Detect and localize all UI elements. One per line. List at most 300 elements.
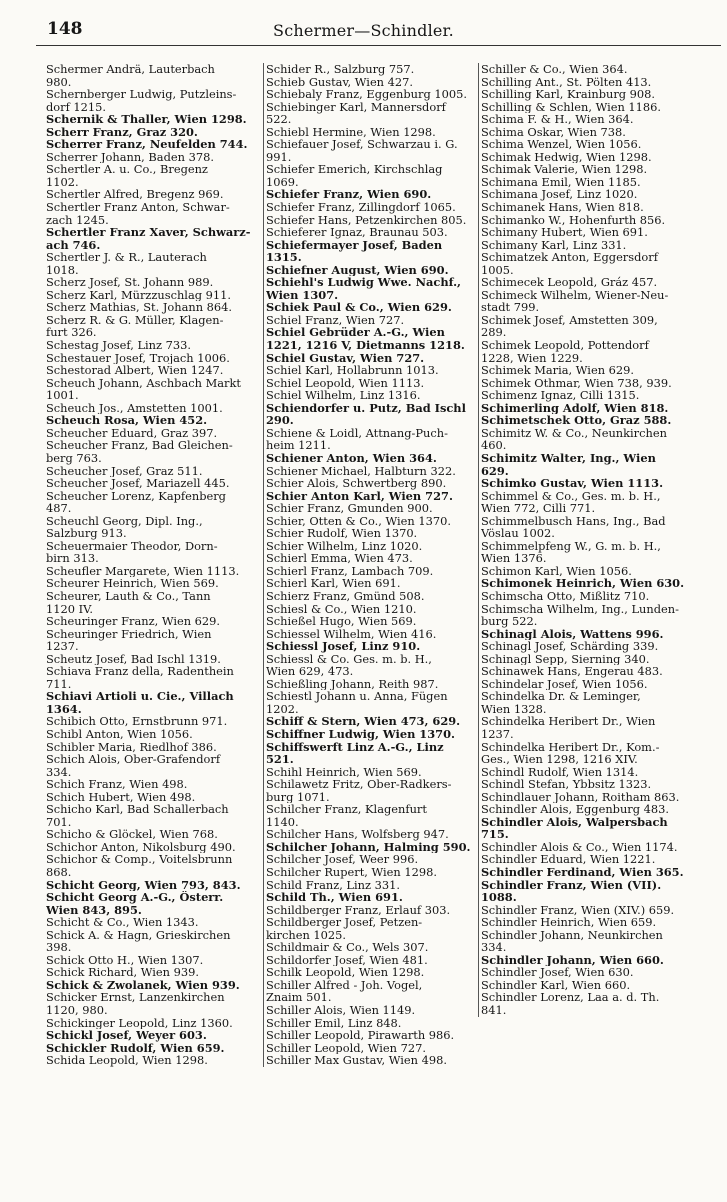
- directory-entry: [481, 991, 687, 1016]
- directory-entry: [46, 226, 256, 251]
- directory-entry: [46, 653, 256, 666]
- directory-entry: [46, 791, 256, 804]
- entry-line: Schiene & Loidl, Attnang-Puch-: [266, 426, 448, 440]
- entry-line: Schindler Alois & Co., Wien 1174.: [481, 840, 678, 854]
- entry-line: Schima Oskar, Wien 738.: [481, 125, 626, 139]
- directory-entry: [481, 63, 687, 76]
- entry-line: 1102.: [46, 174, 79, 189]
- directory-entry: [481, 866, 687, 879]
- directory-entry: [46, 251, 256, 276]
- directory-entry: [266, 853, 476, 866]
- entry-line: Schiller Alois, Wien 1149.: [266, 1004, 416, 1017]
- entry-line: Schida Leopold, Wien 1298.: [46, 1054, 208, 1067]
- directory-entry: [266, 1004, 476, 1017]
- entry-line: 1120 IV.: [46, 601, 93, 616]
- directory-entry: [266, 577, 476, 590]
- entry-line: Schimana Emil, Wien 1185.: [481, 175, 641, 189]
- directory-entry: [266, 502, 476, 515]
- directory-entry: [46, 853, 256, 878]
- entry-line: Schiel Karl, Hollabrunn 1013.: [266, 364, 439, 377]
- entry-line: Schimatzek Anton, Eggersdorf: [481, 251, 658, 265]
- directory-entry: [266, 101, 476, 126]
- directory-entry: [266, 540, 476, 553]
- entry-line: Schimscha Otto, Mißlitz 710.: [481, 589, 650, 603]
- entry-line: Schimecek Leopold, Gráz 457.: [481, 276, 658, 289]
- entry-line: burg 1071.: [266, 789, 330, 804]
- directory-entry: [481, 853, 687, 866]
- directory-entry: [481, 766, 687, 779]
- directory-entry: [481, 879, 687, 904]
- directory-entry: [481, 176, 687, 189]
- entry-line: Schiendorfer u. Putz, Bad Ischl: [266, 401, 466, 415]
- entry-line: Schickler Rudolf, Wien 659.: [46, 1041, 225, 1055]
- directory-entry: [46, 126, 256, 139]
- entry-line: Schier Franz, Gmunden 900.: [266, 502, 433, 515]
- directory-entry: [266, 352, 476, 365]
- column-1: [46, 63, 256, 1067]
- entry-line: Schiefer Franz, Wien 690.: [266, 188, 432, 202]
- entry-line: dorf 1215.: [46, 99, 107, 114]
- entry-line: Schilcher Rupert, Wien 1298.: [266, 866, 437, 879]
- entry-line: Schickinger Leopold, Linz 1360.: [46, 1016, 233, 1030]
- directory-entry: [266, 477, 476, 490]
- entry-line: Schiefauer Josef, Schwarzau i. G.: [266, 138, 458, 152]
- entry-line: Schicht Georg A.-G., Österr.: [46, 891, 224, 905]
- directory-entry: [266, 891, 476, 904]
- directory-entry: [481, 791, 687, 804]
- entry-line: 289.: [481, 325, 507, 340]
- directory-entry: [46, 339, 256, 352]
- entry-line: Schimko Gustav, Wien 1113.: [481, 477, 664, 490]
- directory-entry: [46, 565, 256, 578]
- entry-line: Schich Alois, Ober-Grafendorf: [46, 753, 221, 767]
- entry-line: Schick A. & Hagn, Grieskirchen: [46, 928, 231, 942]
- entry-line: Scherz Josef, St. Johann 989.: [46, 276, 214, 289]
- entry-line: Scherr Franz, Graz 320.: [46, 125, 198, 139]
- entry-line: zach 1245.: [46, 212, 109, 227]
- entry-line: Schilling Ant., St. Pölten 413.: [481, 75, 652, 89]
- entry-line: Scheurer Heinrich, Wien 569.: [46, 577, 219, 590]
- directory-entry: [266, 126, 476, 139]
- directory-entry: [46, 665, 256, 690]
- directory-entry: [46, 201, 256, 226]
- entry-line: 1237.: [46, 639, 79, 653]
- directory-entry: [481, 414, 687, 427]
- directory-entry: [266, 452, 476, 465]
- entry-line: 521.: [266, 752, 294, 766]
- entry-line: Schimon Karl, Wien 1056.: [481, 564, 632, 578]
- entry-line: Schimetschek Otto, Graz 588.: [481, 414, 672, 427]
- entry-line: 1364.: [46, 701, 82, 716]
- directory-entry: [266, 879, 476, 892]
- entry-line: Schermer Andrä, Lauterbach: [46, 63, 215, 76]
- entry-line: Scheucher Josef, Graz 511.: [46, 464, 203, 478]
- entry-line: Znaim 501.: [266, 990, 332, 1005]
- entry-line: Schimek Maria, Wien 629.: [481, 364, 635, 377]
- entry-line: 1315.: [266, 250, 302, 264]
- directory-entry: [266, 1017, 476, 1030]
- entry-line: Scherz Karl, Mürzzuschlag 911.: [46, 288, 232, 302]
- directory-entry: [481, 452, 687, 477]
- entry-line: Schichor & Comp., Voitelsbrunn: [46, 853, 233, 867]
- entry-line: 629.: [481, 463, 509, 478]
- entry-line: Schimmelpfeng W., G. m. b. H.,: [481, 539, 661, 553]
- entry-line: Schiessl & Co. Ges. m. b. H.,: [266, 652, 432, 666]
- entry-line: Schertler A. u. Co., Bregenz: [46, 163, 208, 177]
- entry-line: Ges., Wien 1298, 1216 XIV.: [481, 752, 638, 766]
- directory-entry: [266, 465, 476, 478]
- directory-entry: [266, 389, 476, 402]
- directory-entry: [266, 163, 476, 188]
- entry-line: Schier Rudolf, Wien 1370.: [266, 527, 418, 540]
- directory-entry: [266, 402, 476, 427]
- entry-line: Schiffner Ludwig, Wien 1370.: [266, 727, 455, 741]
- entry-line: Scheuchl Georg, Dipl. Ing.,: [46, 514, 203, 528]
- entry-line: Schiesl & Co., Wien 1210.: [266, 602, 417, 616]
- directory-entry: [46, 954, 256, 967]
- entry-line: 1221, 1216 V, Dietmanns 1218.: [266, 338, 465, 352]
- entry-line: Schick & Zwolanek, Wien 939.: [46, 978, 240, 992]
- directory-entry: [266, 565, 476, 578]
- entry-line: Schießling Johann, Reith 987.: [266, 677, 439, 691]
- directory-entry: [481, 841, 687, 854]
- directory-entry: [266, 741, 476, 766]
- directory-entry: [266, 63, 476, 76]
- entry-line: Schiava Franz della, Radenthein: [46, 665, 234, 679]
- entry-line: Schindl Rudolf, Wien 1314.: [481, 765, 639, 779]
- directory-entry: [266, 941, 476, 954]
- entry-line: Schihl Heinrich, Wien 569.: [266, 765, 422, 779]
- entry-line: Schildberger Josef, Petzen-: [266, 916, 423, 930]
- directory-entry: [266, 678, 476, 691]
- directory-entry: [266, 515, 476, 528]
- directory-entry: [481, 816, 687, 841]
- entry-line: Schindelka Dr. & Leminger,: [481, 690, 641, 704]
- entry-line: 711.: [46, 676, 72, 691]
- entry-line: Schimak Valerie, Wien 1298.: [481, 163, 648, 176]
- directory-entry: [481, 113, 687, 126]
- entry-line: Schickl Josef, Weyer 603.: [46, 1029, 207, 1042]
- directory-entry: [46, 841, 256, 854]
- directory-entry: [46, 728, 256, 741]
- entry-line: Wien 629, 473.: [266, 664, 354, 678]
- entry-line: Schindler Karl, Wien 660.: [481, 978, 631, 992]
- directory-entry: [46, 276, 256, 289]
- entry-line: stadt 799.: [481, 300, 540, 314]
- column-3: [478, 63, 687, 1017]
- entry-line: 1005.: [481, 262, 514, 277]
- entry-line: Schiller Emil, Linz 848.: [266, 1016, 402, 1030]
- directory-entry: [481, 389, 687, 402]
- entry-line: 290.: [266, 413, 294, 427]
- entry-line: Schertler Franz Anton, Schwar-: [46, 201, 230, 215]
- entry-line: kirchen 1025.: [266, 927, 347, 942]
- entry-line: Schider R., Salzburg 757.: [266, 63, 415, 76]
- entry-line: Schimek Othmar, Wien 738, 939.: [481, 376, 672, 390]
- directory-entry: [46, 715, 256, 728]
- entry-line: Schindler Johann, Wien 660.: [481, 953, 664, 967]
- entry-line: Schimanek Hans, Wien 818.: [481, 201, 644, 214]
- directory-entry: [46, 477, 256, 490]
- directory-entry: [481, 966, 687, 979]
- entry-line: 1202.: [266, 701, 299, 716]
- entry-line: Schindler Josef, Wien 630.: [481, 966, 634, 979]
- directory-entry: [481, 339, 687, 364]
- entry-line: Schiller Leopold, Wien 727.: [266, 1041, 426, 1055]
- entry-line: Scheuringer Friedrich, Wien: [46, 627, 212, 641]
- entry-line: Schimscha Wilhelm, Ing., Lunden-: [481, 602, 679, 616]
- directory-entry: [266, 866, 476, 879]
- entry-line: Schiel Wilhelm, Linz 1316.: [266, 389, 421, 402]
- entry-line: Scherrer Johann, Baden 378.: [46, 150, 214, 164]
- directory-entry: [481, 226, 687, 239]
- entry-line: Schertler J. & R., Lauterach: [46, 251, 207, 265]
- directory-entry: [481, 151, 687, 164]
- entry-line: Schibler Maria, Riedlhof 386.: [46, 740, 217, 754]
- entry-line: 701.: [46, 814, 72, 829]
- directory-entry: [46, 427, 256, 440]
- entry-line: Wien 1307.: [266, 287, 339, 302]
- entry-line: Schiessl Josef, Linz 910.: [266, 640, 421, 653]
- directory-entry: [266, 301, 476, 314]
- entry-line: Schibl Anton, Wien 1056.: [46, 727, 193, 741]
- directory-entry: [266, 76, 476, 89]
- entry-line: Schiel Leopold, Wien 1113.: [266, 376, 425, 390]
- entry-line: Scheufler Margarete, Wien 1113.: [46, 564, 240, 578]
- entry-line: Schiel Gebrüder A.-G., Wien: [266, 326, 445, 340]
- directory-entry: [481, 690, 687, 715]
- entry-line: Schierl Emma, Wien 473.: [266, 552, 413, 565]
- directory-entry: [46, 991, 256, 1016]
- entry-line: Schilk Leopold, Wien 1298.: [266, 966, 425, 979]
- directory-entry: [481, 540, 687, 565]
- directory-entry: [46, 352, 256, 365]
- entry-line: Schiefner August, Wien 690.: [266, 263, 449, 277]
- directory-entry: [266, 728, 476, 741]
- entry-line: Schiffswerft Linz A.-G., Linz: [266, 740, 444, 754]
- entry-line: Schimenz Ignaz, Cilli 1315.: [481, 389, 640, 402]
- directory-entry: [481, 239, 687, 252]
- directory-entry: [481, 377, 687, 390]
- directory-entry: [46, 741, 256, 754]
- directory-entry: [46, 540, 256, 565]
- entry-line: Schiebinger Karl, Mannersdorf: [266, 100, 446, 114]
- entry-line: Schiavi Artioli u. Cie., Villach: [46, 690, 234, 704]
- entry-line: Schimmelbusch Hans, Ing., Bad: [481, 514, 666, 528]
- entry-line: Schiller Max Gustav, Wien 498.: [266, 1054, 447, 1067]
- directory-entry: [266, 1054, 476, 1067]
- directory-entry: [481, 276, 687, 289]
- directory-entry: [266, 778, 476, 803]
- page-header: [0, 0, 727, 52]
- entry-line: Schibich Otto, Ernstbrunn 971.: [46, 715, 228, 728]
- entry-line: 980.: [46, 74, 72, 89]
- directory-entry: [481, 490, 687, 515]
- directory-entry: [266, 214, 476, 227]
- directory-entry: [46, 377, 256, 402]
- entry-line: Schiel Gustav, Wien 727.: [266, 351, 425, 365]
- directory-entry: [46, 151, 256, 164]
- entry-line: Schindler Eduard, Wien 1221.: [481, 853, 656, 866]
- directory-entry: [481, 653, 687, 666]
- directory-entry: [46, 490, 256, 515]
- directory-entry: [481, 715, 687, 740]
- directory-entry: [481, 665, 687, 678]
- directory-entry: [481, 88, 687, 101]
- entry-line: Schindler Alois, Walpersbach: [481, 815, 668, 829]
- directory-entry: [266, 904, 476, 917]
- directory-entry: [46, 1042, 256, 1055]
- entry-line: Schieferer Ignaz, Braunau 503.: [266, 226, 448, 239]
- directory-entry: [266, 239, 476, 264]
- entry-line: 868.: [46, 865, 72, 879]
- directory-entry: [266, 377, 476, 390]
- entry-line: Schildberger Franz, Erlauf 303.: [266, 903, 451, 917]
- entry-line: 1001.: [46, 388, 79, 402]
- directory-entry: [266, 264, 476, 277]
- entry-line: Schierz Franz, Gmünd 508.: [266, 589, 425, 603]
- entry-line: Schier Anton Karl, Wien 727.: [266, 489, 453, 503]
- directory-entry: [46, 879, 256, 892]
- entry-line: Schertler Alfred, Bregenz 969.: [46, 188, 224, 202]
- directory-entry: [46, 929, 256, 954]
- directory-entry: [481, 163, 687, 176]
- entry-line: Scheuch Jos., Amstetten 1001.: [46, 401, 223, 415]
- entry-line: Schich Hubert, Wien 498.: [46, 790, 196, 804]
- entry-line: Wien 772, Cilli 771.: [481, 501, 596, 515]
- entry-line: Wien 1328.: [481, 701, 547, 716]
- entry-line: Schindelka Heribert Dr., Kom.-: [481, 740, 660, 754]
- entry-line: Salzburg 913.: [46, 526, 127, 540]
- directory-entry: [481, 778, 687, 791]
- entry-line: 1140.: [266, 814, 299, 829]
- entry-line: Schestag Josef, Linz 733.: [46, 339, 191, 352]
- directory-entry: [481, 565, 687, 578]
- entry-line: 334.: [481, 940, 507, 954]
- directory-entry: [481, 515, 687, 540]
- entry-line: Schick Richard, Wien 939.: [46, 966, 199, 979]
- entry-line: Schier Alois, Schwertberg 890.: [266, 477, 447, 490]
- entry-line: Schilcher Franz, Klagenfurt: [266, 803, 427, 817]
- directory-entry: [266, 828, 476, 841]
- entry-line: Schiener Anton, Wien 364.: [266, 451, 437, 465]
- directory-entry: [46, 778, 256, 791]
- directory-entry: [481, 101, 687, 114]
- entry-line: Schindler Alois, Eggenburg 483.: [481, 803, 670, 816]
- directory-entry: [46, 916, 256, 929]
- directory-entry: [266, 966, 476, 979]
- entry-line: 1018.: [46, 262, 79, 277]
- entry-line: Schildorfer Josef, Wien 481.: [266, 953, 428, 967]
- directory-entry: [481, 76, 687, 89]
- directory-entry: [46, 301, 256, 314]
- entry-line: Schindl Stefan, Ybbsitz 1323.: [481, 778, 652, 791]
- entry-line: Schiel Franz, Wien 727.: [266, 313, 405, 327]
- entry-line: Scherz R. & G. Müller, Klagen-: [46, 313, 224, 327]
- directory-entry: [46, 891, 256, 916]
- entry-line: Schier Wilhelm, Linz 1020.: [266, 539, 423, 553]
- entry-line: Schilcher Johann, Halming 590.: [266, 840, 471, 854]
- entry-line: Schiller Leopold, Pirawarth 986.: [266, 1029, 455, 1042]
- directory-entry: [266, 653, 476, 678]
- entry-line: 334.: [46, 764, 72, 779]
- entry-line: Vöslau 1002.: [481, 526, 555, 540]
- entry-line: 522.: [266, 112, 292, 126]
- entry-line: Schimek Josef, Amstetten 309,: [481, 313, 658, 327]
- entry-line: Schiller Alfred - Joh. Vogel,: [266, 978, 423, 992]
- entry-line: Schimonek Heinrich, Wien 630.: [481, 577, 685, 590]
- directory-entry: [46, 753, 256, 778]
- directory-entry: [46, 88, 256, 113]
- entry-line: Scheutz Josef, Bad Ischl 1319.: [46, 652, 221, 666]
- entry-line: Schiefer Franz, Zillingdorf 1065.: [266, 201, 456, 214]
- directory-entry: [266, 226, 476, 239]
- directory-entry: [266, 1029, 476, 1042]
- entry-line: Schild Th., Wien 691.: [266, 891, 403, 904]
- entry-line: Schiefer Hans, Petzenkirchen 805.: [266, 213, 467, 227]
- entry-line: Schima Wenzel, Wien 1056.: [481, 138, 642, 151]
- directory-entry: [46, 590, 256, 615]
- entry-line: Schinawek Hans, Engerau 483.: [481, 665, 663, 678]
- entry-line: Schiebaly Franz, Eggenburg 1005.: [266, 88, 467, 101]
- entry-line: Schierl Franz, Lambach 709.: [266, 564, 434, 578]
- directory-entry: [46, 577, 256, 590]
- directory-entry: [266, 314, 476, 327]
- directory-entry: [46, 414, 256, 427]
- entry-line: Schimitz W. & Co., Neunkirchen: [481, 426, 667, 440]
- directory-entry: [266, 88, 476, 101]
- entry-line: Schildmair & Co., Wels 307.: [266, 941, 429, 954]
- directory-entry: [266, 201, 476, 214]
- directory-entry: [266, 603, 476, 616]
- entry-line: 841.: [481, 1003, 507, 1017]
- directory-entry: [266, 527, 476, 540]
- directory-entry: [266, 276, 476, 301]
- directory-entry: [46, 1054, 256, 1067]
- entry-line: Schießel Hugo, Wien 569.: [266, 615, 417, 628]
- entry-line: Schestorad Albert, Wien 1247.: [46, 364, 224, 377]
- directory-entry: [46, 465, 256, 478]
- directory-entry: [481, 628, 687, 641]
- entry-line: Schicker Ernst, Lanzenkirchen: [46, 991, 225, 1005]
- entry-line: Schindler Franz, Wien (XIV.) 659.: [481, 903, 675, 917]
- entry-line: Scheucher Lorenz, Kapfenberg: [46, 489, 226, 503]
- entry-line: Schimeck Wilhelm, Wiener-Neu-: [481, 288, 669, 302]
- entry-line: Scheuch Rosa, Wien 452.: [46, 414, 208, 427]
- directory-entry: [266, 427, 476, 452]
- entry-line: Scheucher Eduard, Graz 397.: [46, 426, 218, 440]
- directory-entry: [266, 690, 476, 715]
- entry-line: Schiessel Wilhelm, Wien 416.: [266, 627, 437, 641]
- entry-line: Schinagl Josef, Schärding 339.: [481, 640, 659, 653]
- entry-line: Schilcher Hans, Wolfsberg 947.: [266, 828, 449, 841]
- entry-line: Schindler Johann, Neunkirchen: [481, 928, 663, 942]
- entry-line: Schertler Franz Xaver, Schwarz-: [46, 226, 251, 240]
- entry-line: Schilcher Josef, Weer 996.: [266, 853, 419, 866]
- page-number: 148: [47, 19, 83, 39]
- directory-entry: [46, 803, 256, 828]
- directory-entry: [481, 954, 687, 967]
- directory-entry: [266, 916, 476, 941]
- entry-line: Wien 1376.: [481, 551, 547, 565]
- directory-entry: [46, 138, 256, 151]
- directory-entry: [46, 439, 256, 464]
- entry-line: Scheucher Josef, Mariazell 445.: [46, 477, 230, 490]
- entry-line: 398.: [46, 940, 72, 954]
- directory-entry: [481, 251, 687, 276]
- directory-entry: [481, 904, 687, 917]
- entry-line: Schick Otto H., Wien 1307.: [46, 953, 204, 967]
